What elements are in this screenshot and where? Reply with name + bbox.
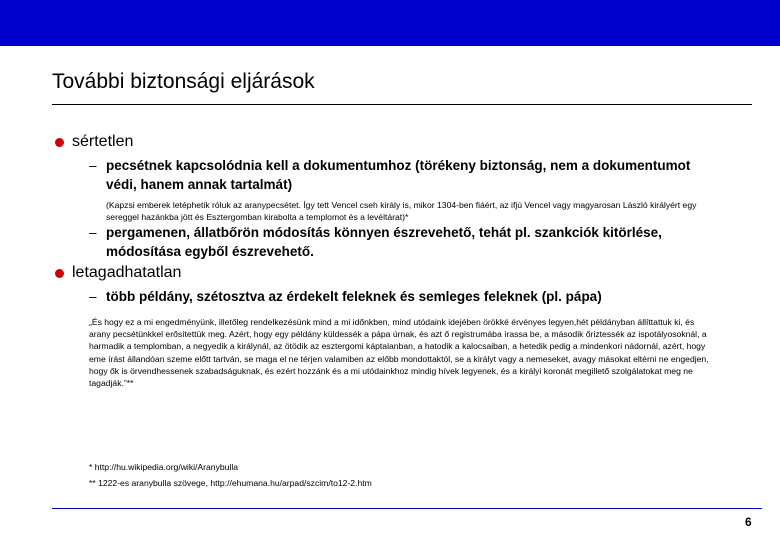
bullet-label: sértetlen [72,133,134,150]
aranybulla-quote: „És hogy ez a mi engedményünk, illetőleg rendelkezésünk mind a mi időnkben, mind utódaink idejében örökké érvényes legyen,hét példányban állíttattuk ki, és arany pecsétünkkel erősítettük meg. Azért, hogy egy példány küldessék a pápa úrnak, és azt ő registrumába írassa be, a második őriztessék az ispotályosoknál, a harmadik a templomban, a negyedik a királynál, az ötödik az esztergomi káptalanban, a hatodik a kalocsaiban, a hetedik pedig a mindenkori nádornál, azért, hogy eme írást állandóan szeme előtt tartván, se maga el ne térjen valamiben az előbb mondottaktól, se a királyt vagy a nemeseket, avagy másokat eltérni ne engedjen, hogy ők is örvendhessenek szabadságuknak, és ezért hozzánk és a mi utódainkhoz mindig hívek legyenek, és a királyi koronát megillető szolgálatokat meg ne tagadják.”** [89,317,709,389]
note-vencel: (Kapzsi emberek letéphetik róluk az aranypecsétet. Így tett Vencel cseh király is, mikor 1304-ben fiáért, az ifjú Vencel vagy magyarosan László királyért egy sereggel hazánkba jött és Esztergomban kirabolta a templomot és a levéltárat)* [106,200,697,222]
page-number: 6 [745,515,752,529]
dash-icon: – [89,225,97,240]
dash-icon: – [89,158,97,173]
sub-item-text: pecsétnek kapcsolódnia kell a dokumentumhoz (törékeny biztonság, nem a dokumentumot védi, hanem annak tartalmát) [106,158,691,192]
bullet-label: letagadhatatlan [72,264,182,281]
title-divider [52,104,752,105]
footnote-1: * http://hu.wikipedia.org/wiki/Aranybulla [89,462,239,472]
sub-item-text: több példány, szétosztva az érdekelt feleknek és semleges feleknek (pl. pápa) [106,289,602,304]
sub-item-text: pergamenen, állatbőrön módosítás könnyen észrevehető, tehát pl. szankciók kitörlése, módosítása egyből észrevehető. [106,225,662,259]
bullet-dot-icon [55,138,64,147]
bullet-dot-icon [55,269,64,278]
header-bar [0,0,780,46]
footnote-2: ** 1222-es aranybulla szövege, http://ehumana.hu/arpad/szcim/to12-2.htm [89,478,372,488]
dash-icon: – [89,289,97,304]
footer-divider [52,508,762,509]
slide-title: További biztonsági eljárások [52,70,315,93]
